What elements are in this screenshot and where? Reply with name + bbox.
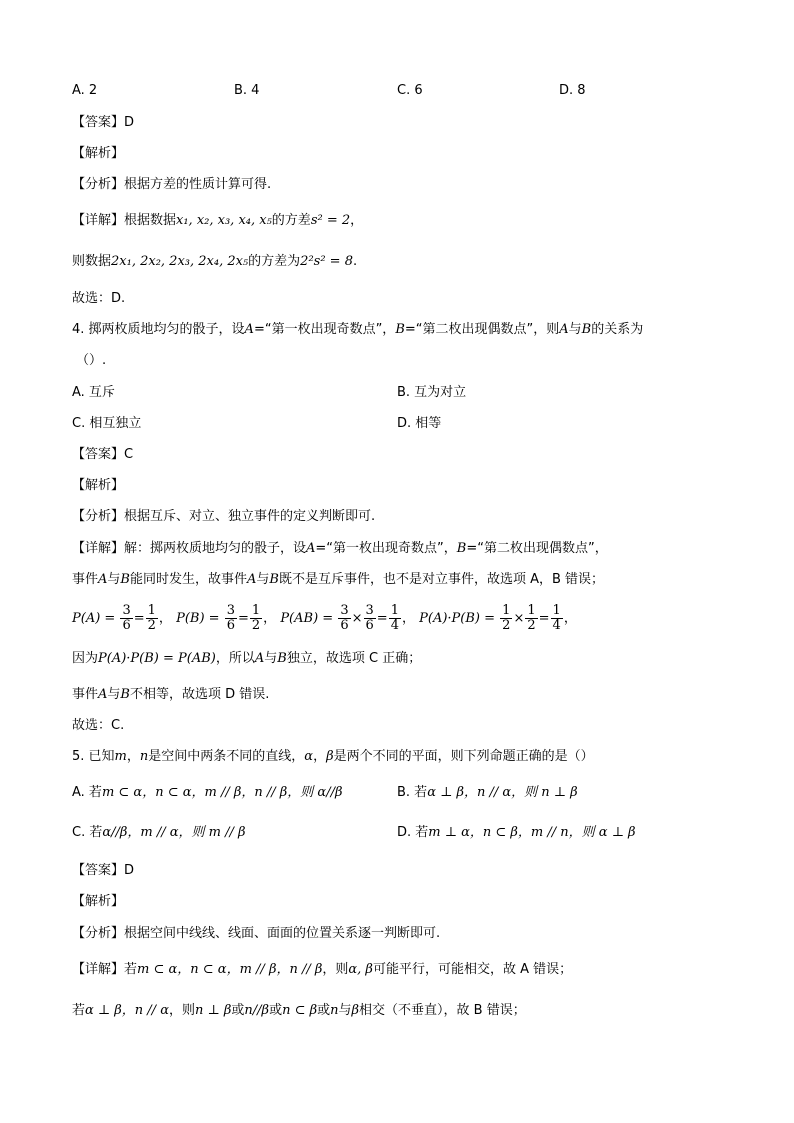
q5-detail-b: ，则	[322, 962, 349, 977]
q5-option-c-label: C. 若	[72, 825, 103, 840]
q5-fenxi: 【分析】根据空间中线线、线面、面面的位置关系逐一判断即可.	[72, 926, 441, 941]
q4-times-2: ×	[513, 611, 525, 626]
q3-answer: 【答案】D	[72, 115, 135, 130]
q5-detail	[72, 961, 572, 979]
q4-eq-3: =	[376, 611, 388, 626]
q4-line2-event-b: B	[120, 572, 130, 587]
q5-detail-c: 可能平行，可能相交，故 A 错误；	[372, 962, 573, 977]
q3-option-c: C. 6	[397, 83, 423, 98]
q5-stem-b: 是空间中两条不同的直线，	[148, 749, 305, 764]
q4-line2-b: 与	[107, 572, 121, 587]
q4-prob-line	[72, 602, 577, 636]
q4-comma-2: ，	[263, 611, 277, 626]
q5-stem-n: n	[139, 749, 149, 764]
q4-prob-pa: P(A) =	[72, 611, 116, 626]
q4-line5-event-b: B	[120, 687, 130, 702]
q4-fenxi: 【分析】根据互斥、对立、独立事件的定义判断即可.	[72, 509, 376, 524]
q5-option-b	[397, 784, 578, 802]
q5-option-b-label: B. 若	[397, 785, 428, 800]
q4-frac-1-2-b: $\frac{1}{2}$	[251, 603, 261, 633]
q4-stem-event-a: A	[244, 322, 254, 337]
q5-option-b-expr: α ⊥ β，n // α，则 n ⊥ β	[427, 785, 578, 800]
q4-comma-3: ，	[401, 611, 415, 626]
q5-last-b: ，则	[168, 1003, 195, 1018]
q3-option-b: B. 4	[234, 83, 260, 98]
q3-then-vars: 2x₁, 2x₂, 2x₃, 2x₄, 2x₅	[111, 254, 249, 269]
q5-option-c-expr: α//β，m // α，则 m // β	[102, 825, 246, 840]
q4-stem-c: =“第二枚出现偶数点”，则	[404, 322, 560, 337]
q4-detail-event-a: A	[306, 541, 316, 556]
q4-line5-event-a: A	[98, 687, 108, 702]
q5-stem-sep-1: ，	[126, 749, 140, 764]
q4-option-c: C. 相互独立	[72, 416, 142, 431]
q5-answer: 【答案】D	[72, 863, 135, 878]
q4-option-b: B. 互为对立	[397, 385, 467, 400]
q4-detail-a: 【详解】解：掷两枚质地均匀的骰子，设	[72, 541, 307, 556]
q5-last-d: 或	[269, 1003, 283, 1018]
q4-frac-3-6-b: $\frac{3}{6}$	[226, 603, 235, 633]
q4-line2-e: 既不是互斥事件，也不是对立事件，故选项 A，B 错误；	[278, 572, 605, 587]
q4-frac-1-2-a: $\frac{1}{2}$	[147, 603, 156, 633]
q4-stem-a: 4. 掷两枚质地均匀的骰子，设	[72, 322, 245, 337]
q5-detail-a: 【详解】若	[72, 962, 138, 977]
q3-then-eq: 2²s² = 8	[300, 254, 353, 269]
q4-line2-event-b2: B	[269, 572, 279, 587]
q4-option-d: D. 相等	[397, 416, 442, 431]
q5-stem-m: m	[114, 749, 127, 764]
q5-stem-c: 是两个不同的平面，则下列命题正确的是（）	[333, 749, 594, 764]
q4-because	[72, 650, 421, 668]
q4-line5-b: 与	[107, 687, 121, 702]
q5-stem-a: 5. 已知	[72, 749, 115, 764]
q5-last-expr1: α ⊥ β，n // α	[85, 1003, 169, 1018]
q3-detail-mid: 的方差	[271, 213, 311, 228]
q5-option-d	[397, 824, 636, 842]
q4-frac-1-4-a: $\frac{1}{4}$	[390, 603, 399, 633]
q3-detail	[72, 212, 363, 230]
q5-option-a-expr: m ⊂ α，n ⊂ α，m // β，n // β，则 α//β	[101, 785, 343, 800]
q4-stem	[72, 321, 643, 339]
q3-then	[72, 253, 357, 271]
q3-detail-end: ，	[350, 213, 364, 228]
q4-line2-c: 能同时发生，故事件	[129, 572, 247, 587]
q5-stem	[72, 748, 594, 766]
q5-option-a	[72, 784, 342, 802]
q4-choose: 故选：C.	[72, 718, 125, 733]
q5-analysis-label: 【解析】	[72, 894, 125, 909]
q5-last-expr2: n ⊥ β	[195, 1003, 232, 1018]
q4-prob-pab: P(AB) =	[280, 611, 334, 626]
q4-comma-1: ，	[158, 611, 172, 626]
q4-frac-3-6-c: $\frac{3}{6}$	[340, 603, 349, 633]
q5-detail-ab: α, β	[348, 962, 373, 977]
q4-frac-3-6-a: $\frac{3}{6}$	[122, 603, 131, 633]
q5-option-c	[72, 824, 246, 842]
q5-option-d-expr: m ⊥ α，n ⊂ β，m // n，则 α ⊥ β	[428, 825, 636, 840]
q3-detail-vars: x₁, x₂, x₃, x₄, x₅	[176, 213, 272, 228]
q5-option-d-label: D. 若	[397, 825, 429, 840]
q5-last-expr3: n//β	[244, 1003, 270, 1018]
q4-eq-1: =	[133, 611, 145, 626]
q4-eq-4: =	[538, 611, 550, 626]
q5-stem-alpha: α	[304, 749, 314, 764]
q4-line2-a: 事件	[72, 572, 99, 587]
q4-because-eq: P(A)·P(B) = P(AB)	[98, 651, 216, 666]
q4-stem-b: =“第一枚出现奇数点”，	[253, 322, 396, 337]
q3-choose: 故选：D.	[72, 291, 126, 306]
q4-detail	[72, 540, 608, 558]
q5-last-c: 或	[231, 1003, 245, 1018]
q3-then-prefix: 则数据	[72, 254, 112, 269]
q4-line2-d: 与	[256, 572, 270, 587]
q4-because-a: 因为	[72, 651, 99, 666]
q4-stem-event-b: B	[395, 322, 405, 337]
q4-because-event-b: B	[277, 651, 287, 666]
q3-analysis-label: 【解析】	[72, 146, 125, 161]
q5-last-n: n	[330, 1003, 339, 1018]
q4-line5-a: 事件	[72, 687, 99, 702]
q5-stem-sep-2: ，	[313, 749, 327, 764]
q3-fenxi: 【分析】根据方差的性质计算可得.	[72, 177, 272, 192]
q4-stem-cont: （）.	[76, 353, 107, 368]
q5-last-f: 与	[338, 1003, 352, 1018]
q4-frac-1-2-d: $\frac{1}{2}$	[527, 603, 536, 633]
q4-comma-4: ，	[563, 611, 577, 626]
q4-frac-1-4-b: $\frac{1}{4}$	[552, 603, 561, 633]
q4-eq-2: =	[237, 611, 249, 626]
q3-then-end: .	[352, 254, 358, 269]
q4-option-a: A. 互斥	[72, 385, 115, 400]
q5-stem-beta: β	[326, 749, 334, 764]
q5-last-e: 或	[317, 1003, 331, 1018]
q4-stem-event-a2: A	[559, 322, 569, 337]
q4-because-b: ，所以	[215, 651, 255, 666]
q4-answer: 【答案】C	[72, 447, 134, 462]
q4-stem-d: 与	[568, 322, 582, 337]
q4-line2-event-a2: A	[247, 572, 257, 587]
q4-frac-1-2-c: $\frac{1}{2}$	[502, 603, 511, 633]
q4-stem-e: 的关系为	[591, 322, 644, 337]
q4-because-c: 与	[264, 651, 278, 666]
q3-then-mid: 的方差为	[248, 254, 301, 269]
q5-last-expr4: n ⊂ β	[282, 1003, 318, 1018]
q4-line5-c: 不相等，故选项 D 错误.	[129, 687, 270, 702]
q5-last-beta: β	[351, 1003, 360, 1018]
q4-prob-prod: P(A)·P(B) =	[419, 611, 496, 626]
q4-stem-event-b2: B	[581, 322, 592, 337]
q3-option-a: A. 2	[72, 83, 98, 98]
q4-detail-c: =“第二枚出现偶数点”，	[466, 541, 608, 556]
q4-prob-pb: P(B) =	[176, 611, 220, 626]
q4-detail-b: =“第一枚出现奇数点”，	[315, 541, 457, 556]
q5-detail-expr: m ⊂ α，n ⊂ α，m // β，n // β	[137, 962, 323, 977]
q4-line2	[72, 571, 604, 589]
q4-detail-event-b: B	[456, 541, 467, 556]
q4-line5	[72, 686, 269, 704]
q3-option-d: D. 8	[559, 83, 586, 98]
q4-line2-event-a: A	[98, 572, 108, 587]
q4-frac-3-6-d: $\frac{3}{6}$	[365, 603, 374, 633]
q4-times-1: ×	[351, 611, 363, 626]
q3-detail-eq: s² = 2	[310, 213, 351, 228]
q3-detail-prefix: 【详解】根据数据	[72, 213, 177, 228]
q4-analysis-label: 【解析】	[72, 478, 125, 493]
q4-because-d: 独立，故选项 C 正确；	[286, 651, 422, 666]
q5-last	[72, 1002, 526, 1020]
q5-last-a: 若	[72, 1003, 86, 1018]
q5-last-g: 相交（不垂直），故 B 错误；	[359, 1003, 526, 1018]
q5-option-a-label: A. 若	[72, 785, 102, 800]
q4-because-event-a: A	[254, 651, 265, 666]
